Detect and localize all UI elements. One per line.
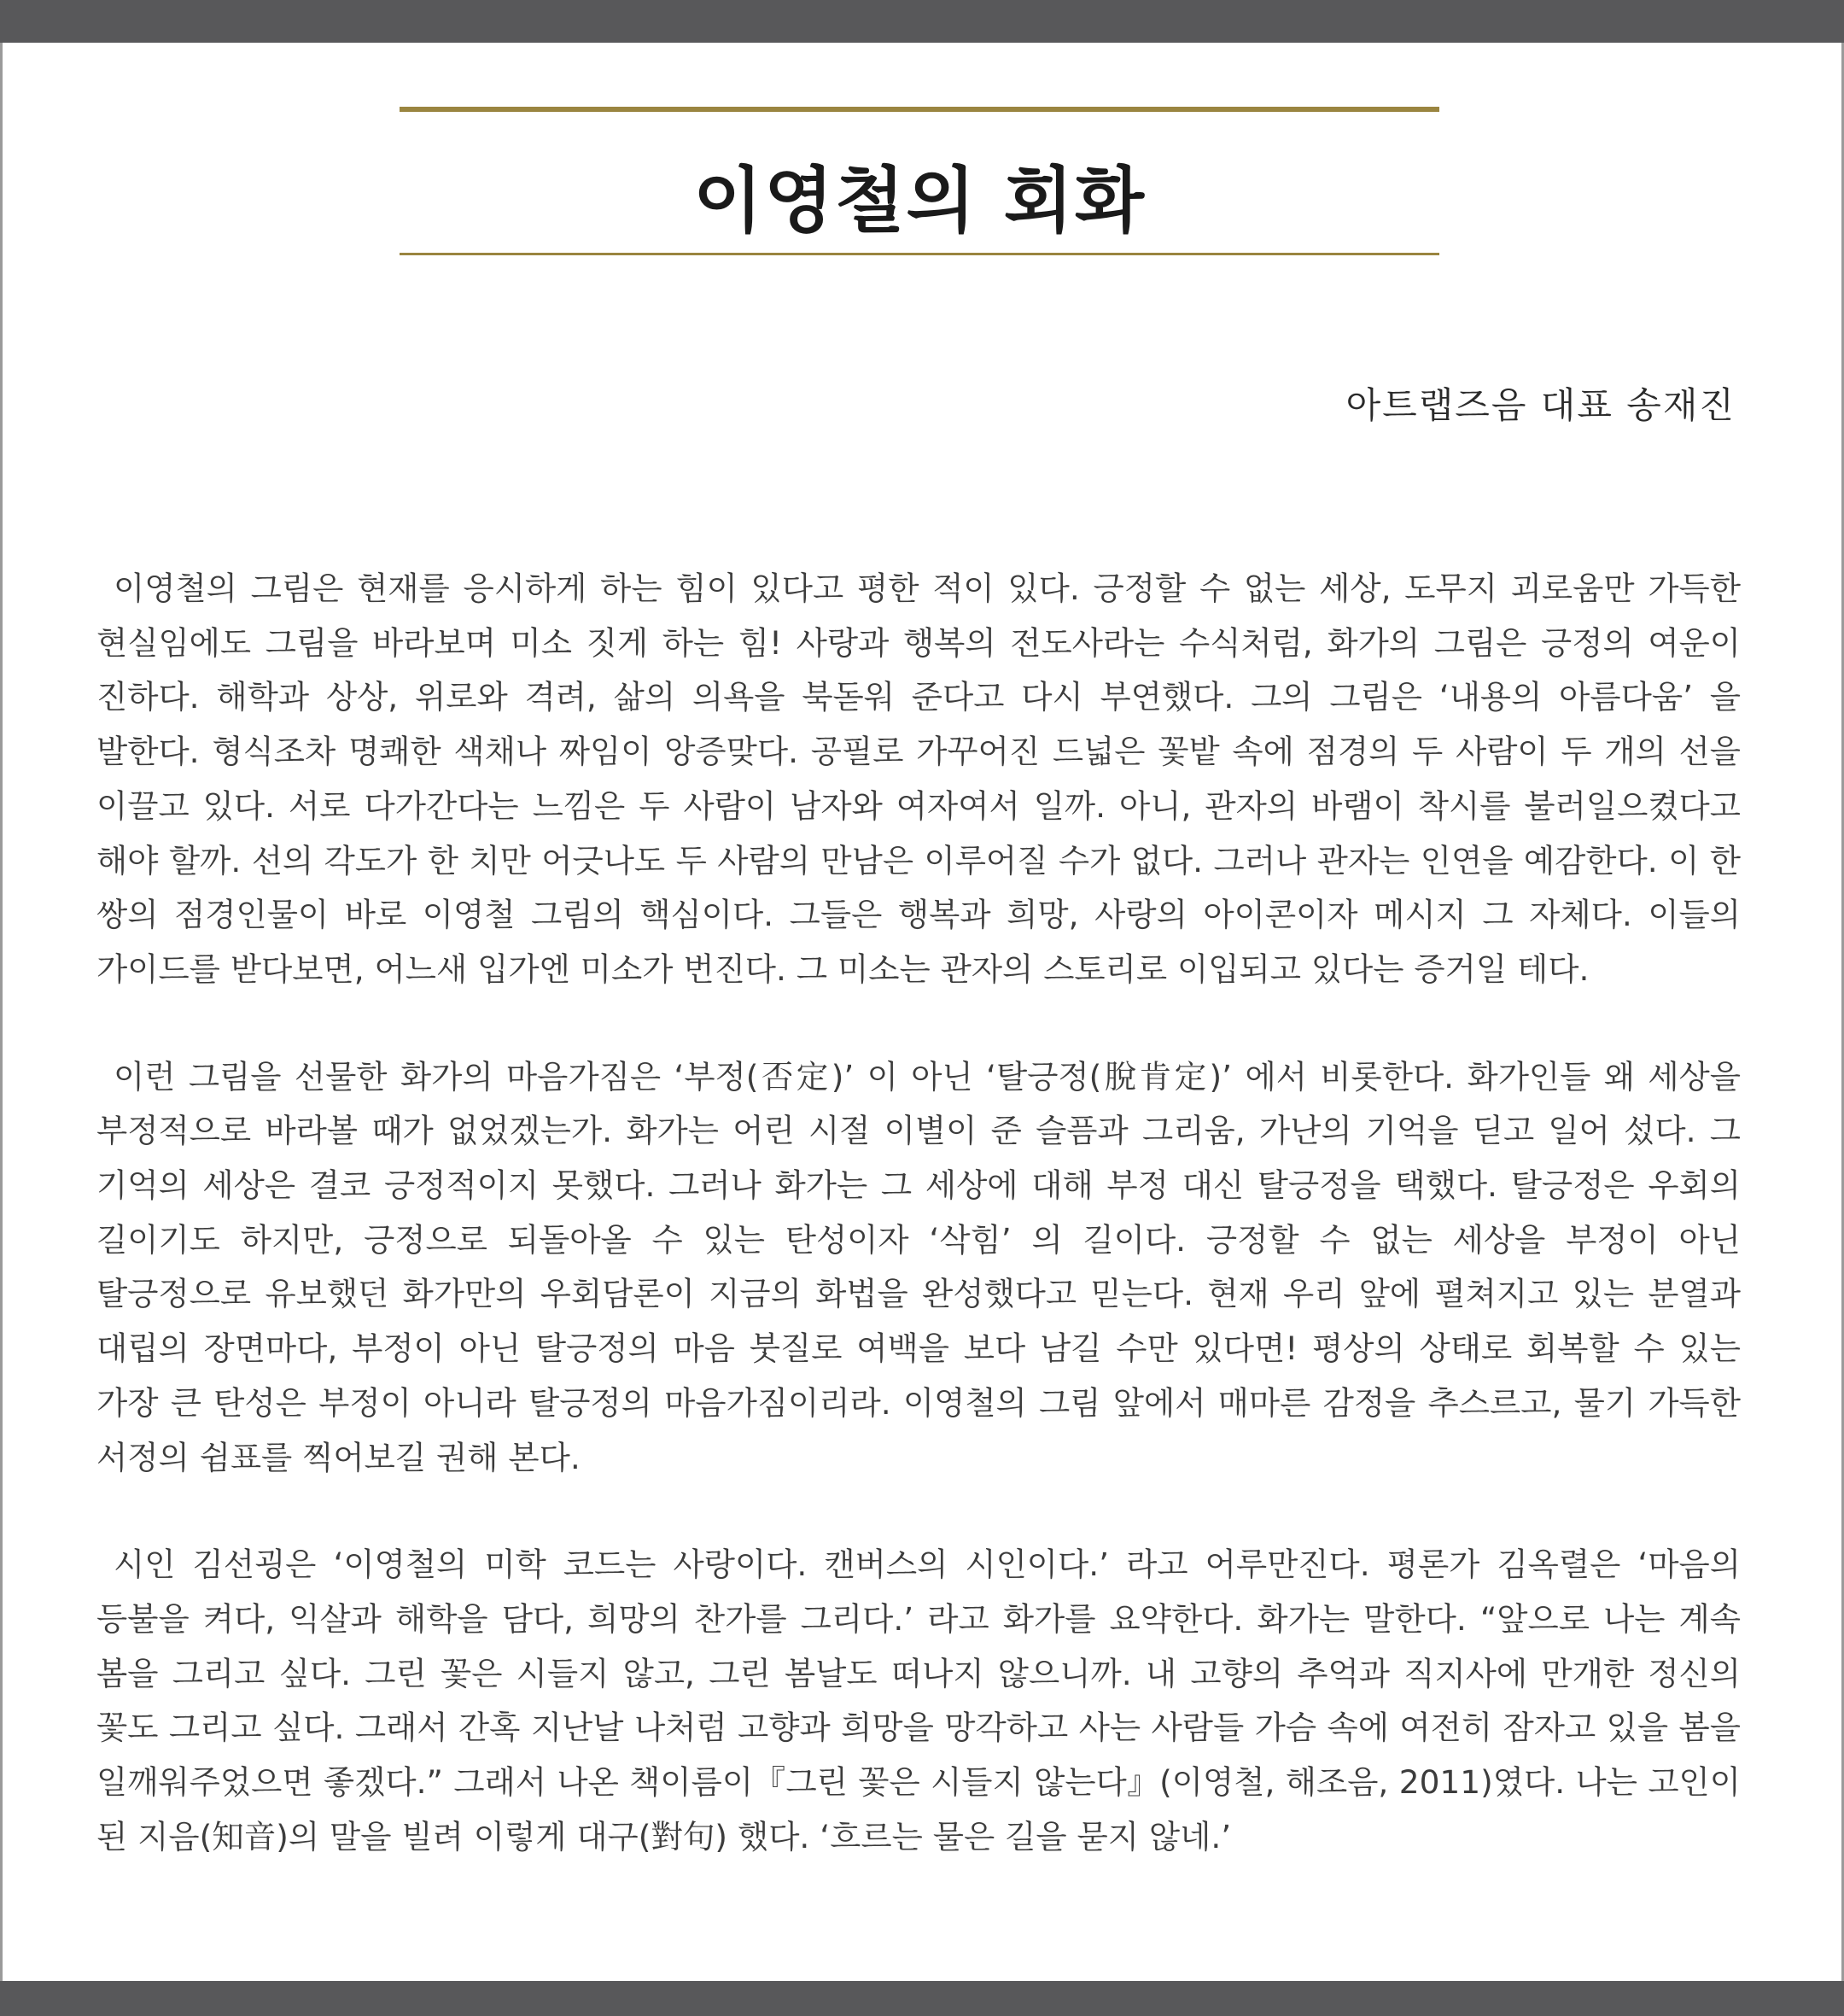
paragraph-3: 시인 김선굉은 ‘이영철의 미학 코드는 사랑이다. 캔버스의 시인이다.’ 라고 어루만진다. 평론가 김옥렬은 ‘마음의 등불을 켜다, 익살과 해학을 담다, 희망의 찬가를 그리다.’ 라고 화가를 요약한다. 화가는 말한다. “앞으로 나는 계속 봄을 그리고 싶다. 그린 꽃은 시들지 않고, 그린 봄날도 떠나지 않으니까. 내 고향의 추억과 직지사에 만개한 정신의 꽃도 그리고 싶다. 그래서 간혹 지난날 나처럼 고향과 희망을 망각하고 사는 사람들 가슴 속에 여전히 잠자고 있을 봄을 일깨워주었으면 좋겠다.” 그래서 나온 책이름이『그린 꽃은 시들지 않는다』(이영철, 해조음, 2011)였다. 나는 고인이 된 지음(知音)의 말을 빌려 이렇게 대구(對句) 했다. ‘흐르는 물은 길을 묻지 않네.’ bbox=[96, 1546, 1741, 1855]
article-body bbox=[96, 562, 1741, 1917]
page-title: 이영철의 회화 bbox=[692, 159, 1147, 243]
author-line: 아트랩즈음 대표 송재진 bbox=[1345, 384, 1736, 426]
document-page bbox=[0, 43, 1844, 1981]
paragraph-2: 이런 그림을 선물한 화가의 마음가짐은 ‘부정(否定)’ 이 아닌 ‘탈긍정(脫肯定)’ 에서 비롯한다. 화가인들 왜 세상을 부정적으로 바라볼 때가 없었겠는가. 화가는 어린 시절 이별이 준 슬픔과 그리움, 가난의 기억을 딛고 일어 섰다. 그 기억의 세상은 결코 긍정적이지 못했다. 그러나 화가는 그 세상에 대해 부정 대신 탈긍정을 택했다. 탈긍정은 우회의 길이기도 하지만, 긍정으로 되돌아올 수 있는 탄성이자 ‘삭힘’ 의 길이다. 긍정할 수 없는 세상을 부정이 아닌 탈긍정으로 유보했던 화가만의 우회담론이 지금의 화법을 완성했다고 믿는다. 현재 우리 앞에 펼쳐지고 있는 분열과 대립의 장면마다, 부정이 아닌 탈긍정의 마음 붓질로 여백을 보다 남길 수만 있다면! 평상의 상태로 회복할 수 있는 가장 큰 탄성은 부정이 아니라 탈긍정의 마음가짐이리라. 이영철의 그림 앞에서 매마른 감정을 추스르고, 물기 가득한 서정의 쉼표를 찍어보길 권해 본다. bbox=[96, 1057, 1741, 1476]
title-bottom-rule bbox=[400, 253, 1439, 255]
title-top-rule bbox=[400, 107, 1439, 112]
paragraph-1: 이영철의 그림은 현재를 응시하게 하는 힘이 있다고 평한 적이 있다. 긍정할 수 없는 세상, 도무지 괴로움만 가득한 현실임에도 그림을 바라보며 미소 짓게 하는 힘! 사랑과 행복의 전도사라는 수식처럼, 화가의 그림은 긍정의 여운이 진하다. 해학과 상상, 위로와 격려, 삶의 의욕을 북돋워 준다고 다시 부연했다. 그의 그림은 ‘내용의 아름다움’ 을 발한다. 형식조차 명쾌한 색채나 짜임이 앙증맞다. 공필로 가꾸어진 드넓은 꽃밭 속에 점경의 두 사람이 두 개의 선을 이끌고 있다. 서로 다가간다는 느낌은 두 사람이 남자와 여자여서 일까. 아니, 관자의 바램이 착시를 불러일으켰다고 해야 할까. 선의 각도가 한 치만 어긋나도 두 사람의 만남은 이루어질 수가 없다. 그러나 관자는 인연을 예감한다. 이 한 쌍의 점경인물이 바로 이영철 그림의 핵심이다. 그들은 행복과 희망, 사랑의 아이콘이자 메시지 그 자체다. 이들의 가이드를 받다보면, 어느새 입가엔 미소가 번진다. 그 미소는 관자의 스토리로 이입되고 있다는 증거일 테다. bbox=[96, 570, 1741, 988]
